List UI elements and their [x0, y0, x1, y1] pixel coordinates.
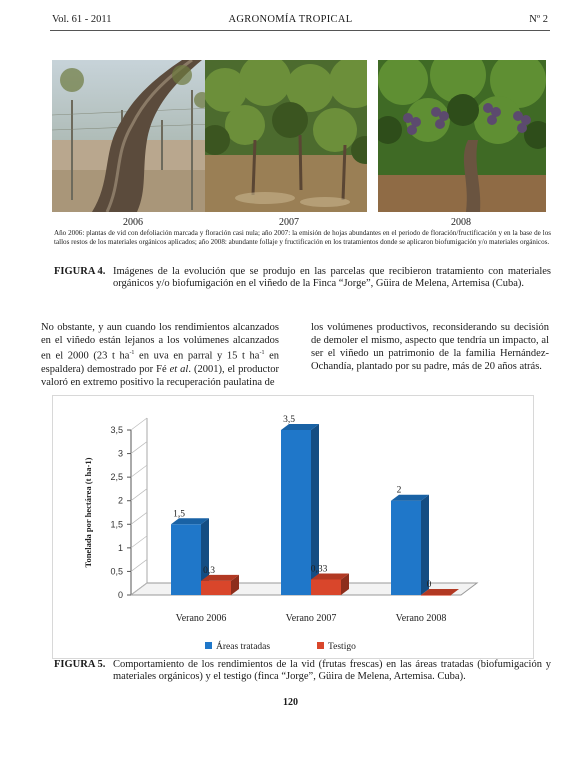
data-label: 2	[396, 485, 402, 496]
figure-4-caption: Imágenes de la evolución que se produjo en las parcelas que recibieron tratamiento con materiales orgánicos y/o biofumigación en el viñedo de la Finca “Jorge”, Güira de Melena, Artemisa (Cuba).	[113, 266, 551, 289]
data-label: 1,5	[173, 509, 185, 520]
bar	[391, 501, 421, 595]
vineyard-foliage-photo	[205, 60, 367, 212]
category-label: Verano 2006	[175, 613, 227, 624]
y-tick-depth	[131, 559, 147, 571]
journal-title: AGRONOMÍA TROPICAL	[228, 14, 353, 25]
bar	[311, 579, 341, 595]
legend-label: Áreas tratadas	[216, 642, 271, 652]
figure-4-label: FIGURA 4.	[54, 266, 106, 277]
page-number: 120	[283, 697, 298, 708]
bar	[201, 581, 231, 595]
header-rule	[50, 30, 550, 31]
y-tick-depth	[131, 489, 147, 501]
legend-swatch	[317, 642, 324, 649]
y-tick-label: 1,5	[110, 519, 123, 530]
photo-year-2008: 2008	[451, 217, 471, 228]
yield-bar-chart	[52, 395, 534, 659]
chart-canvas	[53, 396, 533, 658]
category-label: Verano 2008	[395, 613, 447, 624]
y-tick-depth	[131, 465, 147, 477]
y-tick-label: 0,5	[110, 566, 123, 577]
journal-volume: Vol. 61 - 2011	[52, 14, 112, 25]
figure-5-label: FIGURA 5.	[54, 659, 106, 670]
data-label: 0,3	[203, 565, 215, 576]
y-tick-label: 1	[117, 542, 123, 553]
y-tick-depth	[131, 442, 147, 454]
photo-year-2006: 2006	[123, 217, 143, 228]
y-tick-label: 2,5	[110, 472, 123, 483]
y-tick-label: 2	[117, 495, 123, 506]
journal-number: Nº 2	[529, 14, 548, 25]
data-label: 3,5	[283, 415, 295, 425]
photo-year-2007: 2007	[279, 217, 299, 228]
data-label: 0,33	[310, 564, 328, 575]
bar	[281, 430, 311, 595]
y-tick-label: 3,5	[110, 425, 123, 435]
legend-label: Testigo	[328, 642, 356, 652]
y-tick-depth	[131, 536, 147, 548]
category-label: Verano 2007	[285, 613, 337, 624]
y-tick-depth	[131, 418, 147, 430]
y-tick-depth	[131, 512, 147, 524]
bar	[171, 524, 201, 595]
bar	[421, 595, 451, 596]
body-column-left: No obstante, y aun cuando los rendimientos alcanzados en el viñedo están lejanos a los volúmenes alcanzados en el 2000 (23 t $ha^{-1}$ en uva en parral y 15 t $ha^{-1}$ en espaldera) demostrado por Fé et al. (2001), el productor valoró en extremo positivo la recuperación paulatina de	[41, 322, 280, 388]
y-tick-label: 3	[117, 448, 123, 459]
data-label: 0	[426, 580, 432, 590]
figure-5-caption: Comportamiento de los rendimientos de la vid (frutas frescas) en las áreas tratadas (biofumigación y materiales orgánicos) y el testigo (finca “Jorge”, Güira de Melena, Artemisa. Cuba).	[113, 659, 551, 682]
grapevine-trunk-photo	[52, 60, 214, 212]
body-column-right: los volúmenes productivos, reconsiderando su decisión de demoler el mismo, aspecto que tendría un impacto, al ser el viñedo un patrimonio de la familia Hernández-Ochandía, plantado por su padre, más de 20 años atrás.	[311, 322, 549, 372]
legend-swatch	[205, 642, 212, 649]
grape-clusters-photo	[378, 60, 546, 212]
photo-caption: Año 2006: plantas de vid con defoliación marcada y floración casi nula; año 2007: la emisión de hojas abundantes en el periodo de floración/fructificación y en la base de los tallos restos de los materiales orgánicos aplicados; año 2008: abundante follaje y fructificación en los tratamientos donde se aplicaron biofumigación y/o materiales orgánicos.	[54, 229, 551, 246]
y-axis-label: Tonelada por hectárea (t ha-1)	[83, 457, 93, 568]
y-tick-label: 0	[117, 590, 123, 600]
